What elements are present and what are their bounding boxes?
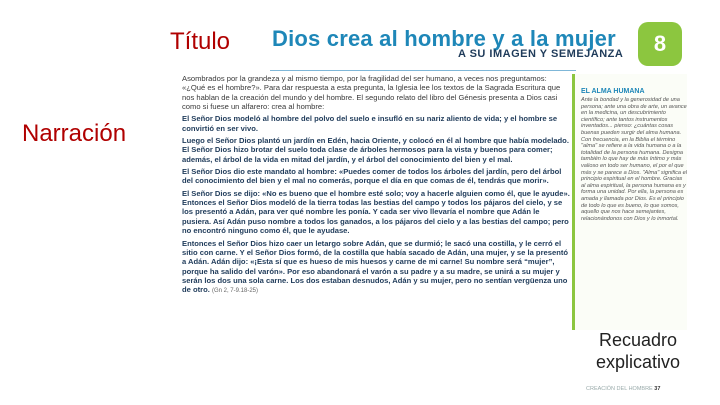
header-rule (270, 70, 576, 71)
explanatory-box (572, 74, 687, 330)
page-footer (586, 386, 660, 392)
page-subtitle: A SU IMAGEN Y SEMEJANZA (458, 48, 624, 60)
explanatory-box-body: Ante la bondad y la generosidad de una persona; ante una obra de arte, un avance en la medicina, un descubrimiento científico; ante tantos instrumentos inventados... pienso: ¿cuántas cosas buenas pueden surgir del alma humana. Con frecuencia, en la Biblia el término "alma" se refiere a la vida humana o a la totalidad de la persona humana. Designa también lo que hay de más íntimo y más valioso en todo ser humano, el por el que más y se parece a Dios. "Alma" significa el principio espiritual en el hombre. Gracias al alma espiritual, la persona humana es y forma una unidad. Por ella, la persona es amada y llamada por Dios. Es el principio de todo lo que es bueno, lo que somos, aquello que nos hace semejantes, relacionándonos con Dios y lo inmortal. (581, 97, 687, 222)
footer-label: CREACIÓN DEL HOMBRE (586, 386, 653, 392)
narration-text (182, 74, 570, 359)
page-title: Dios crea al hombre y a la mujer (272, 26, 616, 51)
label-recuadro-line2: explicativo (595, 351, 681, 372)
lesson-number-badge: 8 (638, 22, 682, 66)
narration-paragraph: El Señor Dios se dijo: «No es bueno que el hombre esté solo; voy a hacerle alguien como él, que le ayude». Entonces el Señor Dios modeló de la tierra todas las bestias del campo y todos los pájaros del cielo, y se los presentó a Adán, para ver qué nombre les ponía. Y cada ser vivo llevaría el nombre que Adán le pusiera. Así Adán puso nombre a todos los ganados, a los pájaros del cielo y a las bestias del campo; pero no encontró ninguno como él, que le ayudase. (182, 188, 570, 236)
narration-paragraph-text: Entonces el Señor Dios hizo caer un letargo sobre Adán, que se durmió; le sacó una costilla, y le cerró el sitio con carne. Y el Señor Dios formó, de la costilla que había sacado de Adán, una mujer, y se la presentó a Adán. Adán dijo: «¡Esta sí que es hueso de mis huesos y carne de mi carne! Su nombre será “mujer”, porque ha salido del varón». Por eso abandonará el varón a su padre y a su madre, se unirá a su mujer y serán los dos una sola carne. Los dos estaban desnudos, Adán y su mujer, pero no sentían vergüenza uno de otro. (182, 238, 568, 295)
page-number: 37 (654, 386, 661, 392)
narration-paragraph: Asombrados por la grandeza y al mismo tiempo, por la fragilidad del ser humano, a veces nos preguntamos: «¿Qué es el hombre?». Para dar respuesta a esta pregunta, la Iglesia lee los textos de la Sagrada Escritura que nos hablan de la creación del mundo y del hombre. El segundo relato del libro del Génesis presenta a Dios casi como si fuese un alfarero: crea al hombre: (182, 74, 561, 112)
narration-paragraph: El Señor Dios dio este mandato al hombre: «Puedes comer de todos los árboles del jardín, pero del árbol del conocimiento del bien y el mal no comerás, porque el día en que comas de él, tendrás que morir». (182, 167, 562, 186)
label-narracion: Narración (22, 120, 127, 147)
narration-paragraph: El Señor Dios modeló al hombre del polvo del suelo e insufló en su nariz aliento de vida; y el hombre se convirtió en ser vivo. (182, 114, 558, 133)
label-titulo: Título (170, 28, 231, 55)
narration-paragraph (182, 239, 570, 297)
explanatory-box-title: EL ALMA HUMANA (581, 88, 645, 95)
label-recuadro-line1: Recuadro (598, 330, 678, 350)
narration-paragraph: Luego el Señor Dios plantó un jardín en Edén, hacia Oriente, y colocó en él al hombre que había modelado. El Señor Dios hizo brotar del suelo toda clase de árboles hermosos para la vista y buenos para comer; además, el árbol de la vida en mitad del jardín, y el árbol del conocimiento del bien y el mal. (182, 136, 569, 164)
bible-reference: (Gn 2, 7-9.18-25) (211, 288, 258, 295)
label-recuadro-explicativo (584, 330, 692, 373)
